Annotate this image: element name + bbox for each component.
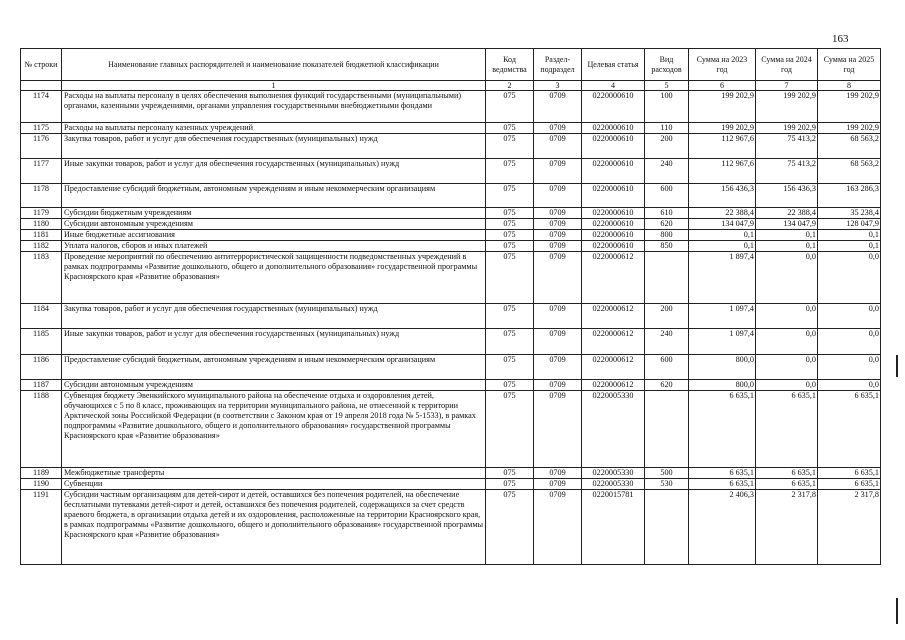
- table-row: [21, 230, 881, 241]
- row-number: 1175: [21, 123, 62, 134]
- target-code: 0220000610: [582, 159, 645, 184]
- table-row: [21, 159, 881, 184]
- row-number: 1186: [21, 355, 62, 380]
- header-cell: Сумма на 2023 год: [689, 49, 756, 81]
- expense-type: 200: [645, 134, 689, 159]
- section-code: 0709: [534, 468, 582, 479]
- sum-2023: 112 967,6: [689, 134, 756, 159]
- target-code: 0220000610: [582, 134, 645, 159]
- sum-2025: 0,0: [818, 252, 881, 304]
- row-number: 1189: [21, 468, 62, 479]
- target-code: 0220000612: [582, 329, 645, 355]
- dept-code: 075: [486, 468, 534, 479]
- row-name: Расходы на выплаты персоналу в целях обеспечения выполнения функций государственными (муниципальными) органами, казенными учреждениями, органами управления государственными внебюджетными фондами: [62, 91, 486, 123]
- sum-2024: 6 635,1: [756, 468, 818, 479]
- sum-2023: 22 388,4: [689, 208, 756, 219]
- column-index: 2: [486, 81, 534, 91]
- expense-type: [645, 490, 689, 565]
- row-name: Закупка товаров, работ и услуг для обеспечения государственных (муниципальных) нужд: [62, 304, 486, 329]
- section-code: 0709: [534, 479, 582, 490]
- sum-2025: 0,1: [818, 230, 881, 241]
- section-code: 0709: [534, 123, 582, 134]
- row-name: Иные закупки товаров, работ и услуг для обеспечения государственных (муниципальных) нужд: [62, 329, 486, 355]
- dept-code: 075: [486, 91, 534, 123]
- target-code: 0220000610: [582, 123, 645, 134]
- sum-2024: 156 436,3: [756, 184, 818, 208]
- dept-code: 075: [486, 159, 534, 184]
- dept-code: 075: [486, 134, 534, 159]
- column-index-spacer: [21, 81, 62, 91]
- header-cell: № строки: [21, 49, 62, 81]
- target-code: 0220005330: [582, 468, 645, 479]
- section-code: 0709: [534, 219, 582, 230]
- target-code: 0220000612: [582, 304, 645, 329]
- sum-2024: 0,1: [756, 241, 818, 252]
- row-name: Закупка товаров, работ и услуг для обеспечения государственных (муниципальных) нужд: [62, 134, 486, 159]
- row-number: 1184: [21, 304, 62, 329]
- expense-type: 240: [645, 159, 689, 184]
- sum-2023: 199 202,9: [689, 91, 756, 123]
- section-code: 0709: [534, 241, 582, 252]
- section-code: 0709: [534, 304, 582, 329]
- dept-code: 075: [486, 329, 534, 355]
- column-index: 3: [534, 81, 582, 91]
- section-code: 0709: [534, 380, 582, 391]
- sum-2024: 75 413,2: [756, 159, 818, 184]
- expense-type: 110: [645, 123, 689, 134]
- sum-2023: 1 097,4: [689, 329, 756, 355]
- row-number: 1174: [21, 91, 62, 123]
- expense-type: 100: [645, 91, 689, 123]
- target-code: 0220005330: [582, 479, 645, 490]
- budget-table: [20, 48, 881, 565]
- column-index: 8: [818, 81, 881, 91]
- dept-code: 075: [486, 230, 534, 241]
- column-index: 1: [62, 81, 486, 91]
- page-number: 163: [832, 33, 849, 45]
- sum-2023: 6 635,1: [689, 391, 756, 468]
- scan-edge-mark: [896, 598, 898, 624]
- expense-type: 800: [645, 230, 689, 241]
- section-code: 0709: [534, 490, 582, 565]
- row-name: Иные бюджетные ассигнования: [62, 230, 486, 241]
- dept-code: 075: [486, 380, 534, 391]
- sum-2025: 163 286,3: [818, 184, 881, 208]
- row-name: Предоставление субсидий бюджетным, автономным учреждениям и иным некоммерческим организациям: [62, 355, 486, 380]
- target-code: 0220015781: [582, 490, 645, 565]
- section-code: 0709: [534, 355, 582, 380]
- row-name: Субсидии автономным учреждениям: [62, 380, 486, 391]
- target-code: 0220000610: [582, 219, 645, 230]
- row-number: 1181: [21, 230, 62, 241]
- row-number: 1191: [21, 490, 62, 565]
- table-row: [21, 490, 881, 565]
- dept-code: 075: [486, 123, 534, 134]
- column-index: 7: [756, 81, 818, 91]
- scan-edge-mark: [896, 355, 898, 377]
- target-code: 0220000610: [582, 91, 645, 123]
- expense-type: 240: [645, 329, 689, 355]
- dept-code: 075: [486, 184, 534, 208]
- target-code: 0220000612: [582, 380, 645, 391]
- sum-2023: 112 967,6: [689, 159, 756, 184]
- dept-code: 075: [486, 355, 534, 380]
- sum-2023: 0,1: [689, 241, 756, 252]
- column-index-row: [21, 81, 881, 91]
- table-row: [21, 219, 881, 230]
- table-row: [21, 134, 881, 159]
- sum-2025: 0,0: [818, 329, 881, 355]
- expense-type: 620: [645, 380, 689, 391]
- row-number: 1179: [21, 208, 62, 219]
- section-code: 0709: [534, 184, 582, 208]
- target-code: 0220000612: [582, 252, 645, 304]
- dept-code: 075: [486, 219, 534, 230]
- table-row: [21, 184, 881, 208]
- sum-2025: 128 047,9: [818, 219, 881, 230]
- header-cell: Наименование главных распорядителей и наименование показателей бюджетной классификации: [62, 49, 486, 81]
- section-code: 0709: [534, 252, 582, 304]
- table-row: [21, 241, 881, 252]
- sum-2023: 0,1: [689, 230, 756, 241]
- header-cell: Вид расходов: [645, 49, 689, 81]
- header-cell: Сумма на 2024 год: [756, 49, 818, 81]
- target-code: 0220000610: [582, 184, 645, 208]
- expense-type: 600: [645, 184, 689, 208]
- dept-code: 075: [486, 252, 534, 304]
- target-code: 0220000610: [582, 230, 645, 241]
- dept-code: 075: [486, 391, 534, 468]
- sum-2025: 35 238,4: [818, 208, 881, 219]
- row-name: Уплата налогов, сборов и иных платежей: [62, 241, 486, 252]
- sum-2023: 1 097,4: [689, 304, 756, 329]
- row-number: 1176: [21, 134, 62, 159]
- row-name: Субвенции: [62, 479, 486, 490]
- table-row: [21, 252, 881, 304]
- row-name: Предоставление субсидий бюджетным, автономным учреждениям и иным некоммерческим организациям: [62, 184, 486, 208]
- row-name: Субсидии бюджетным учреждениям: [62, 208, 486, 219]
- table-row: [21, 123, 881, 134]
- target-code: 0220000612: [582, 355, 645, 380]
- dept-code: 075: [486, 304, 534, 329]
- row-number: 1182: [21, 241, 62, 252]
- sum-2025: 68 563,2: [818, 134, 881, 159]
- target-code: 0220000610: [582, 241, 645, 252]
- row-name: Иные закупки товаров, работ и услуг для обеспечения государственных (муниципальных) нужд: [62, 159, 486, 184]
- column-index: 4: [582, 81, 645, 91]
- dept-code: 075: [486, 241, 534, 252]
- section-code: 0709: [534, 230, 582, 241]
- sum-2025: 0,1: [818, 241, 881, 252]
- sum-2024: 0,0: [756, 380, 818, 391]
- row-number: 1185: [21, 329, 62, 355]
- row-name: Проведение мероприятий по обеспечению антитеррористической защищенности подведомственных учреждений в рамках подпрограммы «Развитие дошкольного, общего и дополнительного образования» государственной программы Красноярского края «Развитие образования»: [62, 252, 486, 304]
- sum-2025: 0,0: [818, 380, 881, 391]
- section-code: 0709: [534, 159, 582, 184]
- section-code: 0709: [534, 329, 582, 355]
- row-number: 1190: [21, 479, 62, 490]
- section-code: 0709: [534, 391, 582, 468]
- sum-2023: 6 635,1: [689, 479, 756, 490]
- target-code: 0220000610: [582, 208, 645, 219]
- sum-2025: 2 317,8: [818, 490, 881, 565]
- sum-2024: 22 388,4: [756, 208, 818, 219]
- sum-2025: 6 635,1: [818, 468, 881, 479]
- sum-2024: 199 202,9: [756, 91, 818, 123]
- table-row: [21, 468, 881, 479]
- row-name: Субсидии автономным учреждениям: [62, 219, 486, 230]
- expense-type: 620: [645, 219, 689, 230]
- row-name: Межбюджетные трансферты: [62, 468, 486, 479]
- section-code: 0709: [534, 208, 582, 219]
- expense-type: 610: [645, 208, 689, 219]
- sum-2025: 6 635,1: [818, 479, 881, 490]
- row-number: 1188: [21, 391, 62, 468]
- table-row: [21, 329, 881, 355]
- sum-2025: 199 202,9: [818, 123, 881, 134]
- row-number: 1183: [21, 252, 62, 304]
- header-cell: Раздел-подраздел: [534, 49, 582, 81]
- section-code: 0709: [534, 91, 582, 123]
- header-row: [21, 49, 881, 81]
- column-index: 6: [689, 81, 756, 91]
- sum-2025: 68 563,2: [818, 159, 881, 184]
- sum-2023: 134 047,9: [689, 219, 756, 230]
- dept-code: 075: [486, 479, 534, 490]
- sum-2025: 199 202,9: [818, 91, 881, 123]
- sum-2023: 156 436,3: [689, 184, 756, 208]
- row-name: Субвенция бюджету Эвенкийского муниципального района на обеспечение отдыха и оздоровления детей, обучающихся с 5 по 8 класс, проживающих на территории муниципального района, не отнесенной к территории Арктической зоны Российской Федерации (в соответствии с Законом края от 19 апреля 2018 года № 5-1533), в рамках подпрограммы «Развитие дошкольного, общего и дополнительного образования» государственной программы Красноярского края «Развитие образования»: [62, 391, 486, 468]
- sum-2024: 134 047,9: [756, 219, 818, 230]
- table-row: [21, 91, 881, 123]
- header-cell: Целевая статья: [582, 49, 645, 81]
- sum-2023: 1 897,4: [689, 252, 756, 304]
- expense-type: 500: [645, 468, 689, 479]
- table-row: [21, 391, 881, 468]
- header-cell: Сумма на 2025 год: [818, 49, 881, 81]
- row-number: 1177: [21, 159, 62, 184]
- sum-2024: 0,1: [756, 230, 818, 241]
- sum-2024: 0,0: [756, 252, 818, 304]
- sum-2023: 800,0: [689, 355, 756, 380]
- expense-type: 850: [645, 241, 689, 252]
- row-name: Расходы на выплаты персоналу казенных учреждений: [62, 123, 486, 134]
- expense-type: [645, 391, 689, 468]
- table-row: [21, 380, 881, 391]
- sum-2024: 6 635,1: [756, 391, 818, 468]
- header-cell: Код ведомства: [486, 49, 534, 81]
- sum-2024: 0,0: [756, 304, 818, 329]
- row-number: 1178: [21, 184, 62, 208]
- row-number: 1187: [21, 380, 62, 391]
- sum-2024: 2 317,8: [756, 490, 818, 565]
- expense-type: [645, 252, 689, 304]
- sum-2024: 199 202,9: [756, 123, 818, 134]
- target-code: 0220005330: [582, 391, 645, 468]
- row-number: 1180: [21, 219, 62, 230]
- sum-2023: 2 406,3: [689, 490, 756, 565]
- table-row: [21, 208, 881, 219]
- sum-2024: 0,0: [756, 329, 818, 355]
- table-row: [21, 355, 881, 380]
- sum-2024: 75 413,2: [756, 134, 818, 159]
- dept-code: 075: [486, 208, 534, 219]
- sum-2023: 199 202,9: [689, 123, 756, 134]
- sum-2025: 6 635,1: [818, 391, 881, 468]
- table-row: [21, 479, 881, 490]
- sum-2025: 0,0: [818, 355, 881, 380]
- expense-type: 600: [645, 355, 689, 380]
- table-row: [21, 304, 881, 329]
- sum-2024: 6 635,1: [756, 479, 818, 490]
- column-index: 5: [645, 81, 689, 91]
- expense-type: 530: [645, 479, 689, 490]
- sum-2023: 6 635,1: [689, 468, 756, 479]
- dept-code: 075: [486, 490, 534, 565]
- sum-2024: 0,0: [756, 355, 818, 380]
- row-name: Субсидии частным организациям для детей-сирот и детей, оставшихся без попечения родителей, на обеспечение бесплатными путевками детей-сирот и детей, оставшихся без попечения родителей, содержащихся за счет средств краевого бюджета, в организации отдыха детей и их оздоровления, расположенные на территории Красноярского края, в рамках подпрограммы «Развитие дошкольного, общего и дополнительного образования» государственной программы Красноярского края «Развитие образования»: [62, 490, 486, 565]
- sum-2025: 0,0: [818, 304, 881, 329]
- sum-2023: 800,0: [689, 380, 756, 391]
- section-code: 0709: [534, 134, 582, 159]
- expense-type: 200: [645, 304, 689, 329]
